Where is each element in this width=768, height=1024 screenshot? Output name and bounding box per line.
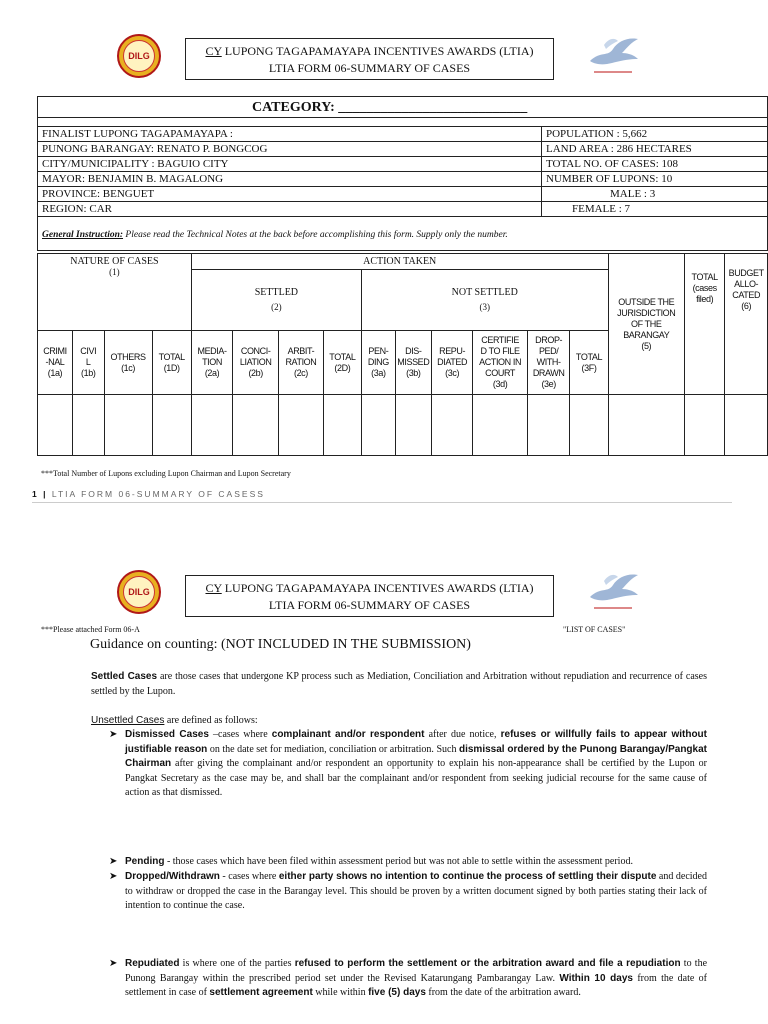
column-header-7-line: (2D) [334,362,351,373]
column-header-0-line: CRIMI [43,346,67,357]
data-cell[interactable] [431,395,472,456]
nature-of-cases-header [38,254,192,331]
data-cell[interactable] [608,395,684,456]
peace-dove-logo [582,31,644,77]
column-header-4-line: (2a) [204,368,220,379]
column-header-4-line: TION [202,357,222,368]
column-header-11-line: CERTIFIE [481,335,519,346]
column-header-5-line: CONCI- [240,346,271,357]
repudiated-b1: refused to perform the settlement or the arbitration award and file a repudiation [294,958,681,969]
nature-label: NATURE OF CASES [70,256,159,267]
column-header-3-line: TOTAL [158,351,185,362]
dilg-seal-text-2: DILG [123,576,155,608]
column-header-10-line: DIATED [437,357,468,368]
page-footer-separator: | [43,489,48,499]
repudiated-t1: is where one of the parties [179,958,295,969]
column-header-8-line: DING [367,357,389,368]
settled-cases-text: are those cases that undergone KP process such as Mediation, Conciliation and Arbitration without repudiation and recurrence of cases settled by the Lupon. [91,671,707,697]
unsettled-cases-term: Unsettled Cases [91,715,165,726]
pending-text: - those cases which have been filed within assessment period but was not able to settle within the assessment period. [164,856,633,867]
form-title-2-line1 [186,580,553,597]
lupon-footnote: ***Total Number of Lupons excluding Lupon Chairman and Lupon Secretary [41,469,291,478]
form-title-box-2 [185,575,554,617]
dismissed-t4: after giving the complainant and/or respondent an opportunity to explain his non-appearance shall be certified by the Lupon or Pangkat Secretary as the case may be, and shall bar the complainant and/or respondent from seeking judicial recourse for the same cause of action as that dismissed. [125,758,707,798]
column-header-0-line: (1a) [47,368,63,379]
mayor-cell: MAYOR: BENJAMIN B. MAGALONG [38,172,542,187]
column-header-5-line: (2b) [248,368,263,379]
population-cell: POPULATION : 5,662 [542,127,768,142]
form-title-rest: LUPONG TAGAPAMAYAPA INCENTIVES AWARDS (LTIA) [221,44,534,58]
male-cell: MALE : 3 [542,187,768,202]
column-header-4 [191,330,232,395]
settled-cases-term: Settled Cases [91,671,158,682]
page-footer-text: LTIA FORM 06-SUMMARY OF CASESS [51,489,265,499]
total-filed-l1: TOTAL [691,272,718,282]
column-header-12-line: DRAWN [532,368,565,379]
column-header-3-line: (1D) [163,362,180,373]
general-instruction-label: General Instruction: [42,230,124,240]
form-title-cy: CY [205,44,222,58]
budget-l1: BUDGET [728,268,764,278]
form-title-2-cy: CY [205,581,222,595]
dropped-t1: - cases where [219,871,279,882]
column-header-7 [323,330,361,395]
column-header-2-line: (1c) [121,362,135,373]
lupons-cell: NUMBER OF LUPONS: 10 [542,172,768,187]
column-header-6-line: ARBIT- [287,346,315,357]
general-instruction [42,230,508,240]
province-cell: PROVINCE: BENGUET [38,187,542,202]
not-settled-header [361,270,608,331]
not-settled-label: NOT SETTLED [451,286,518,298]
action-taken-header: ACTION TAKEN [191,254,608,270]
data-cell[interactable] [473,395,528,456]
dilg-seal-logo-2 [117,570,161,614]
settled-cases-paragraph [91,670,707,699]
outside-l1: OUTSIDE THE [618,296,675,307]
data-cell[interactable] [323,395,361,456]
peace-dove-logo-2 [582,567,644,613]
form-title-box [185,38,554,80]
repudiated-t5: from the date of the arbitration award. [425,987,581,998]
repudiated-term: Repudiated [125,958,180,969]
dismissed-t2: after due notice, [424,729,501,740]
pending-item [109,855,707,870]
column-header-2 [104,330,152,395]
column-header-9-line: MISSED [397,357,430,368]
column-header-11-line: D TO FILE [480,346,520,357]
data-cell[interactable] [361,395,395,456]
column-header-5-line: LIATION [239,357,272,368]
outside-l3: OF THE [631,318,662,329]
page-footer [32,489,265,499]
column-header-5 [233,330,279,395]
arrow-bullet-icon: ➤ [109,856,118,867]
column-header-13-line: TOTAL [575,351,603,362]
page-number: 1 [32,489,39,499]
category-label: CATEGORY: ___________________________ [252,100,528,115]
dropped-t2: and decided to withdraw or dropped the case in the Barangay level. This should be proven by a written document signed by both parties stating their lack of intention to continue the case. [125,871,707,911]
data-cell[interactable] [104,395,152,456]
column-header-1 [72,330,104,395]
total-filed-l2: (cases [692,283,717,293]
repudiated-b3: settlement agreement [209,987,313,998]
settled-label: SETTLED [254,286,299,298]
land-area-cell: LAND AREA : 286 HECTARES [542,142,768,157]
column-header-6-line: (2c) [293,368,308,379]
outside-l4: BARANGAY [623,329,670,340]
dropped-b1: either party shows no intention to continue the process of settling their dispute [278,871,657,882]
female-cell: FEMALE : 7 [542,202,768,217]
data-cell[interactable] [395,395,431,456]
column-header-9-line: (3b) [406,368,421,379]
dismissed-b3: dismissal ordered by the Punong Barangay/Pangkat Chairman [125,743,707,769]
unsettled-cases-text: are defined as follows: [164,715,258,726]
data-cell[interactable] [570,395,608,456]
list-of-cases-label: "LIST OF CASES" [563,625,626,634]
column-header-9 [395,330,431,395]
arrow-bullet-icon: ➤ [109,958,118,969]
column-header-8-line: (3a) [371,368,386,379]
column-header-10-line: REPU- [439,346,466,357]
repudiated-t4: while within [312,987,369,998]
city-cell: CITY/MUNICIPALITY : BAGUIO CITY [38,157,542,172]
column-header-2-line: OTHERS [110,351,146,362]
column-header-11 [473,330,528,395]
budget-l3: CATED [732,290,761,300]
pending-term: Pending [125,856,165,867]
settled-header [191,270,361,331]
column-header-12 [527,330,570,395]
settled-num: (2) [271,301,282,312]
form-title-line2: LTIA FORM 06-SUMMARY OF CASES [268,61,471,75]
total-cases-cell: TOTAL NO. OF CASES: 108 [542,157,768,172]
column-header-6 [279,330,324,395]
dismissed-cases-item [109,728,707,801]
column-header-11-line: (3d) [492,379,508,390]
repudiated-t3: from the date of settlement in case of [125,972,707,998]
column-header-10 [431,330,472,395]
data-cell[interactable] [152,395,191,456]
column-header-6-line: RATION [285,357,317,368]
data-cell[interactable] [191,395,232,456]
column-header-3 [152,330,191,395]
attach-note: ***Please attached Form 06-A [41,625,140,634]
column-header-0-line: -NAL [45,357,65,368]
column-header-12-line: WITH- [536,357,561,368]
summary-of-cases-table [37,253,768,456]
column-header-9-line: DIS- [405,346,422,357]
column-header-8-line: PEN- [368,346,389,357]
column-header-4-line: MEDIA- [197,346,227,357]
category-divider [37,117,768,118]
data-cell[interactable] [725,395,768,456]
column-header-12-line: DROP- [535,335,563,346]
column-header-1-line: (1b) [81,368,96,379]
form-title-2-line2: LTIA FORM 06-SUMMARY OF CASES [268,598,471,612]
data-cell[interactable] [527,395,570,456]
column-header-0 [38,330,73,395]
form-title-line1 [186,43,553,60]
dismissed-term: Dismissed Cases [125,729,209,740]
dropped-withdrawn-item [109,870,707,914]
data-cell[interactable] [279,395,324,456]
budget-l2: ALLO- [734,279,759,289]
column-header-1-line: L [85,357,91,368]
column-header-11-line: COURT [485,368,516,379]
column-header-12-line: (3e) [541,379,556,390]
general-instruction-text: Please read the Technical Notes at the back before accomplishing this form. Supply only the number. [123,230,508,240]
column-header-1-line: CIVI [80,346,97,357]
column-header-12-line: PED/ [538,346,559,357]
column-header-10-line: (3c) [445,368,460,379]
repudiated-b4: five (5) days [368,987,426,998]
unsettled-cases-intro [91,714,707,729]
dismissed-b1: complainant and/or respondent [271,729,425,740]
data-cell[interactable] [72,395,104,456]
dismissed-t1: –cases where [208,729,272,740]
total-filed-l3: filed) [696,294,714,304]
outside-l2: JURISDICTION [617,307,676,318]
dropped-term: Dropped/Withdrawn [125,871,220,882]
outside-jurisdiction-header [608,254,684,395]
not-settled-num: (3) [479,301,491,312]
column-header-13 [570,330,608,395]
dismissed-b2: refuses or willfully fails to appear without justifiable reason [125,729,707,755]
arrow-bullet-icon: ➤ [109,729,118,740]
form-title-2-rest: LUPONG TAGAPAMAYAPA INCENTIVES AWARDS (LTIA) [221,581,534,595]
outside-l5: (5) [641,340,652,351]
column-header-11-line: ACTION IN [479,357,522,368]
punong-barangay-cell: PUNONG BARANGAY: RENATO P. BONGCOG [38,142,542,157]
dismissed-t3: on the date set for mediation, conciliation or arbitration. Such [207,743,459,755]
column-header-13-line: (3F) [581,362,597,373]
table-row [38,395,768,456]
region-cell: REGION: CAR [38,202,542,217]
footer-rule [32,502,732,503]
dilg-seal-text: DILG [123,40,155,72]
guidance-title: Guidance on counting: (NOT INCLUDED IN THE SUBMISSION) [90,637,471,652]
repudiated-t2: to the Punong Barangay within the prescribed period set under the Revised Katarungang Pambarangay Law. [125,958,708,984]
repudiated-b2: Within 10 days [559,972,633,984]
info-table [37,126,768,217]
repudiated-item [109,957,708,1001]
budget-allocated-header [725,254,768,395]
total-cases-filed-header [684,254,724,395]
data-cell[interactable] [233,395,279,456]
nature-num: (1) [109,267,120,277]
data-cell[interactable] [38,395,73,456]
arrow-bullet-icon: ➤ [109,871,118,882]
column-header-8 [361,330,395,395]
budget-l4: (6) [741,301,752,311]
finalist-cell: FINALIST LUPONG TAGAPAMAYAPA : [38,127,542,142]
column-header-7-line: TOTAL [329,351,356,362]
data-cell[interactable] [684,395,724,456]
dilg-seal-logo [117,34,161,78]
